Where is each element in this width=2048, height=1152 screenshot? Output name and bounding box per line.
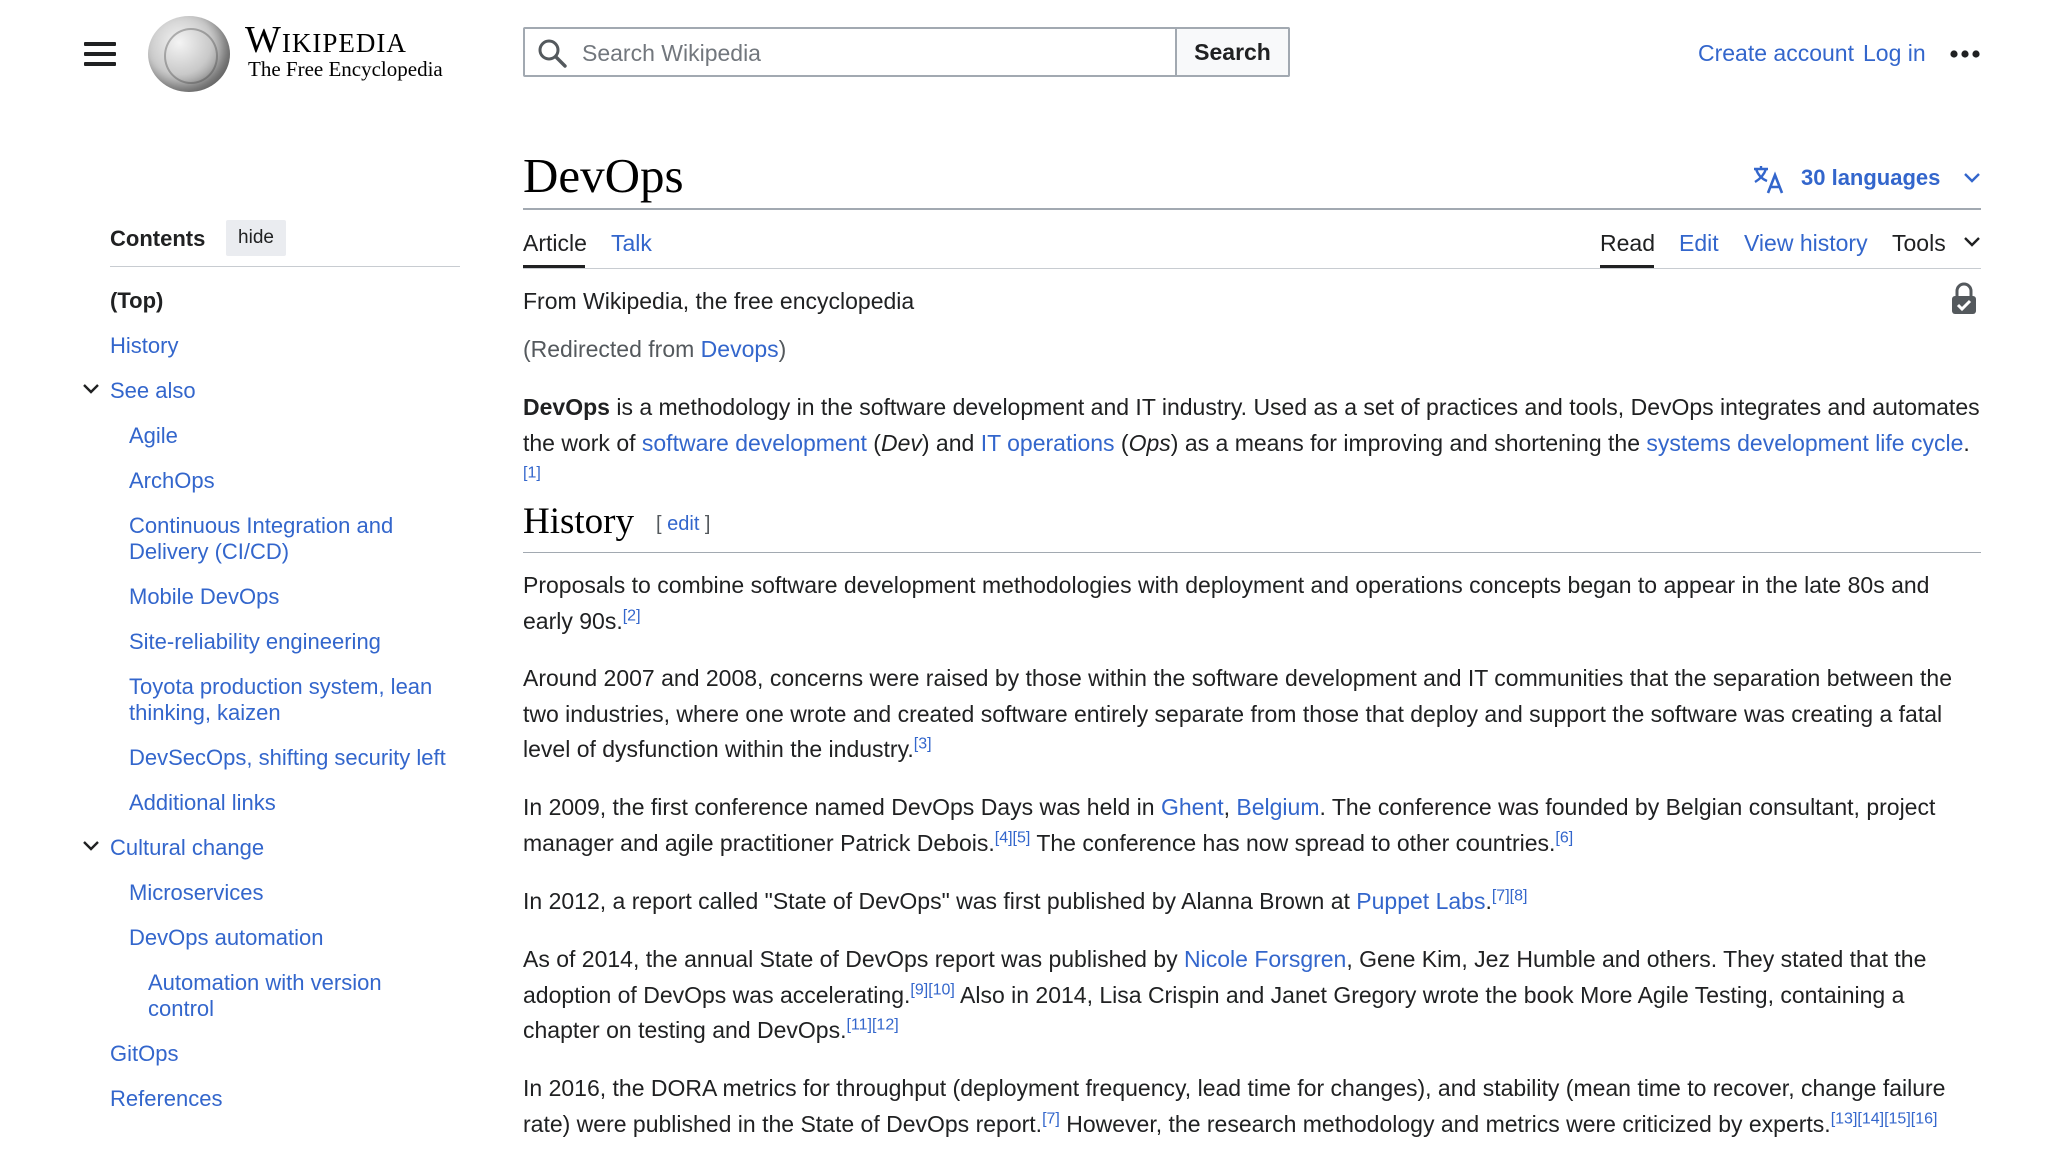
history-paragraph-5: As of 2014, the annual State of DevOps report was published by Nicole Forsgren, Gene Kim, Jez Humble and others. They stated that the adoption of DevOps was accelerating.[9][10] Also in 2014, Lisa Crispin and Janet Gregory wrote the book More Agile Testing, containing a chapter on testing and DevOps.[11][12]	[523, 946, 1927, 1043]
chevron-down-icon[interactable]	[82, 383, 100, 395]
log-in-link[interactable]: Log in	[1863, 40, 1926, 66]
chevron-down-icon[interactable]	[1963, 172, 1981, 184]
toc-item-ci-cd[interactable]: Continuous Integration and Delivery (CI/CD)	[129, 513, 394, 564]
toc-item-mobile-devops[interactable]: Mobile DevOps	[129, 584, 280, 609]
toc-item-cultural-change[interactable]: Cultural change	[110, 835, 265, 860]
history-paragraph-6: In 2016, the DORA metrics for throughput (deployment frequency, lead time for changes), and stability (mean time to recover, change failure rate) were published in the State of DevOps report.[7] However, the research methodology and metrics were criticized by experts.[13][14][15][16]	[523, 1075, 1946, 1137]
toc-item-archops[interactable]: ArchOps	[129, 468, 215, 493]
toc-heading: Contents	[110, 226, 206, 251]
toc-item-microservices[interactable]: Microservices	[129, 880, 264, 905]
sdlc-link[interactable]: systems development life cycle	[1646, 429, 1964, 456]
ghent-link[interactable]: Ghent	[1160, 794, 1224, 820]
tabs-divider	[523, 268, 1981, 269]
tab-view-history[interactable]: View history	[1744, 230, 1868, 256]
create-account-link[interactable]: Create account	[1698, 40, 1854, 66]
reference-link[interactable]: [16]	[1910, 1109, 1938, 1127]
section-edit: [ edit ]	[656, 513, 711, 535]
history-paragraph-1: Proposals to combine software development methodologies with deployment and operations concepts began to appear in the late 80s and early 90s.[2]	[523, 572, 1930, 634]
software-development-link[interactable]: software development	[641, 429, 867, 456]
toc-item-automation-version-control[interactable]: Automation with version control	[148, 970, 382, 1021]
section-divider	[523, 552, 1981, 553]
title-divider	[523, 208, 1981, 210]
toc-item-agile[interactable]: Agile	[129, 423, 178, 448]
it-operations-link[interactable]: IT operations	[980, 429, 1115, 456]
toc-divider	[110, 266, 460, 267]
page-title: DevOps	[523, 148, 684, 203]
history-edit-link[interactable]: edit	[667, 513, 700, 535]
chevron-down-icon[interactable]	[82, 840, 100, 852]
languages-button[interactable]: 30 languages	[1801, 165, 1941, 190]
redirect-source-link[interactable]: Devops	[700, 336, 779, 362]
more-options-icon[interactable]	[1950, 50, 1980, 58]
reference-link[interactable]: [4]	[994, 828, 1013, 846]
tab-read[interactable]: Read	[1600, 230, 1655, 256]
reference-link[interactable]: [6]	[1555, 828, 1574, 846]
toc-item-see-also[interactable]: See also	[110, 378, 196, 403]
toc-item-sre[interactable]: Site-reliability engineering	[129, 629, 381, 654]
toc-hide-button[interactable]: hide	[226, 220, 286, 256]
reference-link[interactable]: [9]	[910, 980, 929, 998]
language-icon[interactable]	[1752, 163, 1784, 195]
history-heading: History	[523, 501, 634, 542]
history-paragraph-3: In 2009, the first conference named DevOps Days was held in Ghent, Belgium. The conference was founded by Belgian consultant, project manager and agile practitioner Patrick Debois.[4][5] The conference has now spread to other countries.[6]	[523, 794, 1936, 856]
toc-item-gitops[interactable]: GitOps	[110, 1041, 179, 1066]
belgium-link[interactable]: Belgium	[1236, 794, 1320, 820]
reference-link[interactable]: [12]	[871, 1016, 899, 1034]
search-input[interactable]	[580, 30, 1174, 76]
hamburger-icon	[84, 42, 116, 46]
reference-link[interactable]: [3]	[913, 735, 932, 753]
reference-link[interactable]: [1]	[523, 464, 541, 482]
reference-link[interactable]: [8]	[1509, 887, 1528, 905]
reference-link[interactable]: [7]	[1042, 1109, 1060, 1127]
reference-link[interactable]: [11]	[846, 1016, 872, 1034]
lead-paragraph: DevOps is a methodology in the software development and IT industry. Used as a set of practices and tools, DevOps integrates and automates the work of software development (Dev) and IT operations (Ops) as a means for improving and shortening the systems development life cycle.[1]	[523, 394, 1980, 482]
logo-tagline: The Free Encyclopedia	[248, 57, 443, 81]
history-paragraph-4: In 2012, a report called "State of DevOps" was first published by Alanna Brown at Puppet Labs.[7][8]	[523, 887, 1528, 914]
site-sub: From Wikipedia, the free encyclopedia	[523, 288, 915, 314]
toc-item-devops-automation[interactable]: DevOps automation	[129, 925, 324, 950]
tab-talk[interactable]: Talk	[611, 230, 652, 256]
wikipedia-globe-logo[interactable]	[148, 16, 230, 92]
main-menu-button[interactable]	[84, 42, 116, 66]
reference-link[interactable]: [5]	[1012, 828, 1031, 846]
history-paragraph-2: Around 2007 and 2008, concerns were raised by those within the software development and IT communities that the separation between the two industries, where one wrote and created software entirely separate from those that deploy and support the software was creating a fatal level of dysfunction within the industry.[3]	[523, 665, 1953, 762]
toc-item-devsecops[interactable]: DevSecOps, shifting security left	[129, 745, 446, 770]
tab-edit[interactable]: Edit	[1679, 230, 1719, 256]
search-button[interactable]: Search	[1175, 27, 1290, 77]
toc-item-top[interactable]: (Top)	[110, 288, 164, 313]
nicole-forsgren-link[interactable]: Nicole Forsgren	[1184, 946, 1347, 972]
reference-link[interactable]: [10]	[928, 980, 955, 998]
reference-link[interactable]: [13]	[1830, 1109, 1858, 1127]
reference-link[interactable]: [2]	[622, 606, 641, 624]
toc-item-additional-links[interactable]: Additional links	[129, 790, 276, 815]
search-icon	[537, 38, 567, 68]
toc-item-history[interactable]: History	[110, 333, 179, 358]
chevron-down-icon[interactable]	[1963, 236, 1981, 248]
redirect-note: (Redirected from Devops)	[523, 336, 787, 362]
logo-wordmark[interactable]: Wikipedia	[245, 19, 407, 61]
tools-menu[interactable]: Tools	[1892, 230, 1946, 256]
toc-item-references[interactable]: References	[110, 1086, 223, 1111]
reference-link[interactable]: [14]	[1857, 1109, 1885, 1127]
reference-link[interactable]: [15]	[1884, 1109, 1911, 1127]
puppet-labs-link[interactable]: Puppet Labs	[1356, 888, 1486, 914]
lock-icon[interactable]	[1950, 282, 1978, 316]
tab-article[interactable]: Article	[523, 230, 587, 256]
toc-item-toyota[interactable]: Toyota production system, lean thinking, kaizen	[129, 674, 433, 725]
reference-link[interactable]: [7]	[1491, 887, 1510, 905]
